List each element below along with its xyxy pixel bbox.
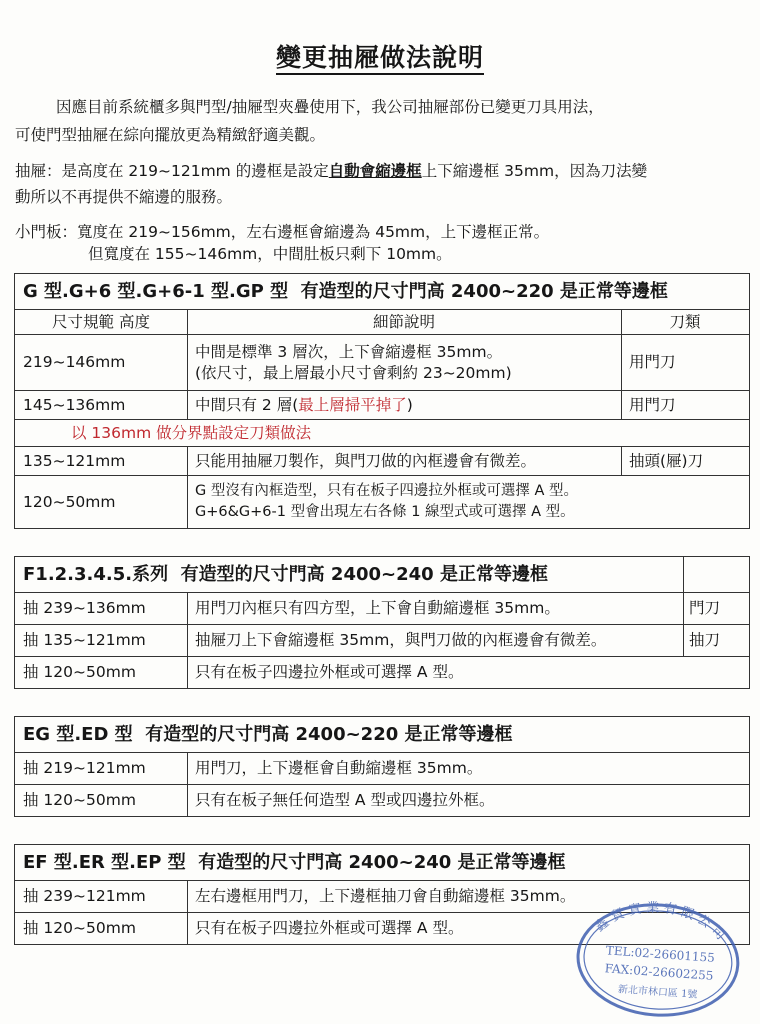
table-eg-title-row xyxy=(15,717,749,752)
detail-line: G 型沒有內框造型，只有在板子四邊拉外框或可選擇 A 型。 xyxy=(195,483,578,499)
table-g-title-note: 有造型的尺寸門高 2400~220 是正常等邊框 xyxy=(300,281,668,302)
detail-cell xyxy=(187,476,749,528)
boundary-note: 以 136mm 做分界點設定刀類做法 xyxy=(71,423,312,442)
table-header-knife: 刀類 xyxy=(669,312,701,331)
table-row xyxy=(15,334,749,390)
table-row xyxy=(15,446,749,475)
table-g-header-row xyxy=(15,309,749,334)
table-row xyxy=(15,624,749,656)
detail-cell: 只有在板子無任何造型 A 型或四邊拉外框。 xyxy=(195,791,495,809)
detail-cell: 只有在板子四邊拉外框或可選擇 A 型。 xyxy=(195,663,464,681)
detail-cell: 中間只有 2 層(最上層掃平掉了) xyxy=(195,395,413,414)
table-header-detail: 細節說明 xyxy=(372,312,435,331)
knife-cell: 抽刀 xyxy=(689,631,721,649)
detail-cell: 用門刀內框只有四方型，上下會自動縮邊框 35mm。 xyxy=(195,599,560,617)
table-g-title-types: G 型.G+6 型.G+6-1 型.GP 型 xyxy=(23,281,289,302)
detail-cell: 左右邊框用門刀，上下邊框抽刀會自動縮邊框 35mm。 xyxy=(195,887,576,905)
table-f-title-types: F1.2.3.4.5.系列 xyxy=(23,564,169,585)
detail-cell: 只能用抽屜刀製作，與門刀做的內框邊會有微差。 xyxy=(195,451,537,470)
drawer-note-line-1 xyxy=(15,160,647,182)
small-door-line-2: 但寬度在 155~146mm，中間肚板只剩下 10mm。 xyxy=(88,245,452,263)
size-cell: 145~136mm xyxy=(23,395,126,414)
table-f-title-note: 有造型的尺寸門高 2400~240 是正常等邊框 xyxy=(180,564,548,585)
boundary-row xyxy=(15,419,749,446)
knife-cell: 用門刀 xyxy=(629,353,676,371)
size-cell: 抽 219~121mm xyxy=(23,759,146,777)
emphasis-text: 最上層掃平掉了 xyxy=(298,395,407,414)
detail-line: (依尺寸，最上層最小尺寸會剩約 23~20mm) xyxy=(195,363,512,382)
detail-cell: 只有在板子四邊拉外框或可選擇 A 型。 xyxy=(195,919,464,937)
table-ef-title-note: 有造型的尺寸門高 2400~240 是正常等邊框 xyxy=(198,852,566,873)
seal-address: 新北市林口區 1號 xyxy=(617,984,698,1001)
table-eg-title-types: EG 型.ED 型 xyxy=(23,724,133,745)
detail-cell: 抽屜刀上下會縮邊框 35mm，與門刀做的內框邊會有微差。 xyxy=(195,631,607,649)
drawer-note-emphasis: 自動會縮邊框 xyxy=(328,162,422,180)
seal-graphic xyxy=(570,894,746,1023)
drawer-note-text: 抽屜：是高度在 219~121mm 的邊框是設定 xyxy=(15,162,329,180)
table-header-size: 尺寸規範 高度 xyxy=(52,312,150,331)
table-eg-title-note: 有造型的尺寸門高 2400~220 是正常等邊框 xyxy=(145,724,513,745)
table-ef-title xyxy=(15,845,749,880)
table-row xyxy=(15,656,749,688)
seal-fax: FAX:02-26602255 xyxy=(604,961,714,983)
intro-line-1: 因應目前系統櫃多與門型/抽屜型夾疊使用下，我公司抽屜部份已變更刀具用法， xyxy=(56,98,604,116)
detail-cell: 用門刀，上下邊框會自動縮邊框 35mm。 xyxy=(195,759,483,777)
size-cell: 抽 239~121mm xyxy=(23,887,146,905)
table-g-title-row xyxy=(15,274,749,309)
drawer-note-line-2: 動所以不再提供不縮邊的服務。 xyxy=(15,188,233,206)
seal-tel: TEL:02-26601155 xyxy=(605,943,716,965)
table-f-series xyxy=(14,556,750,689)
size-cell: 135~121mm xyxy=(23,451,126,470)
size-cell: 抽 120~50mm xyxy=(23,791,136,809)
table-row xyxy=(15,592,749,624)
table-row xyxy=(15,752,749,784)
size-cell: 抽 135~121mm xyxy=(23,631,146,649)
document-title: 變更抽屜做法說明 xyxy=(0,38,760,74)
knife-cell: 用門刀 xyxy=(629,395,676,414)
table-row xyxy=(15,475,749,528)
table-row xyxy=(15,390,749,419)
knife-cell: 門刀 xyxy=(689,599,721,617)
drawer-note-text-end: 上下縮邊框 35mm，因為刀法變 xyxy=(421,162,648,180)
size-cell: 120~50mm xyxy=(23,492,116,511)
size-cell: 抽 120~50mm xyxy=(23,663,136,681)
table-f-title-row xyxy=(15,557,749,592)
small-door-line-1: 小門板：寬度在 219~156mm，左右邊框會縮邊為 45mm，上下邊框正常。 xyxy=(15,223,550,241)
detail-line: 中間是標準 3 層次，上下會縮邊框 35mm。 xyxy=(195,342,503,361)
table-eg-series xyxy=(14,716,750,817)
table-ef-title-types: EF 型.ER 型.EP 型 xyxy=(23,852,186,873)
table-row xyxy=(15,784,749,816)
company-seal-stamp xyxy=(570,894,746,1023)
intro-line-2: 可使門型抽屜在綜向擺放更為精緻舒適美觀。 xyxy=(15,126,326,144)
size-cell: 抽 120~50mm xyxy=(23,919,136,937)
table-f-title xyxy=(15,557,683,592)
table-ef-title-row xyxy=(15,845,749,880)
table-g-series xyxy=(14,273,750,529)
table-eg-title xyxy=(15,717,749,752)
size-cell: 219~146mm xyxy=(23,353,126,371)
detail-line: G+6&G+6-1 型會出現左右各條 1 線型式或可選擇 A 型。 xyxy=(195,504,575,520)
size-cell: 抽 239~136mm xyxy=(23,599,146,617)
seal-company-name: 鑫 貿 實 業 有 限 公 司 xyxy=(592,900,728,943)
detail-cell xyxy=(187,335,621,390)
table-g-title xyxy=(15,274,749,309)
knife-cell: 抽頭(屜)刀 xyxy=(629,451,704,470)
